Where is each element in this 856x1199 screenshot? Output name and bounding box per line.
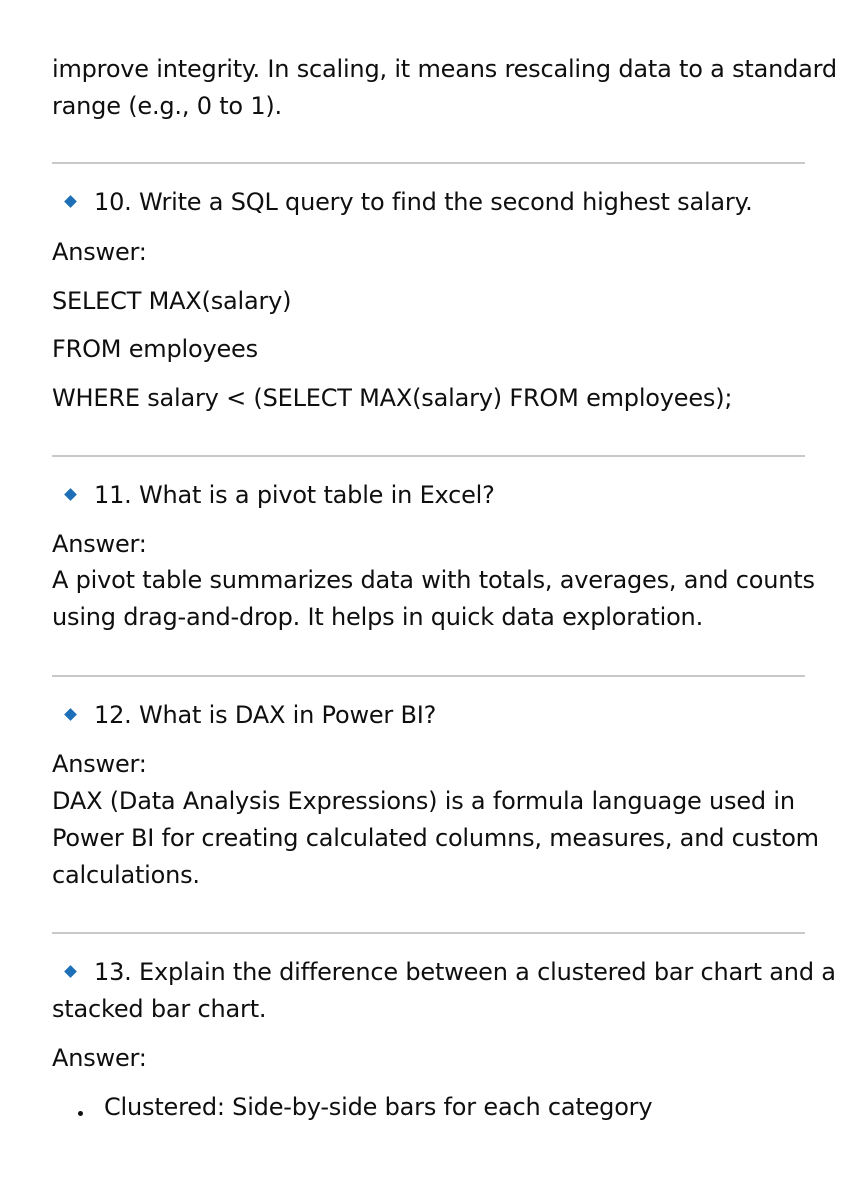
section-divider — [52, 675, 805, 677]
answer-12-line-1: DAX (Data Analysis Expressions) is a formula language used in — [52, 787, 795, 815]
section-divider — [52, 932, 805, 934]
answer-label-10: Answer: — [52, 238, 147, 266]
section-divider — [52, 455, 805, 457]
answer-12-line-3: calculations. — [52, 861, 200, 889]
code-line-1: SELECT MAX(salary) — [52, 287, 292, 315]
question-10: 10. Write a SQL query to find the second highest salary. — [94, 188, 753, 216]
code-line-2: FROM employees — [52, 335, 258, 363]
question-11: 11. What is a pivot table in Excel? — [94, 481, 495, 509]
diamond-bullet-icon — [64, 488, 77, 501]
section-divider — [52, 162, 805, 164]
intro-line-1: improve integrity. In scaling, it means rescaling data to a standard — [52, 55, 837, 83]
list-bullet-icon — [78, 1111, 83, 1116]
list-item: Clustered: Side-by-side bars for each category — [104, 1093, 653, 1121]
answer-11-line-1: A pivot table summarizes data with totals, averages, and counts — [52, 566, 815, 594]
answer-11-line-2: using drag-and-drop. It helps in quick data exploration. — [52, 603, 703, 631]
answer-label-11: Answer: — [52, 530, 147, 558]
question-13-line-1: 13. Explain the difference between a clustered bar chart and a — [94, 958, 836, 986]
answer-label-13: Answer: — [52, 1044, 147, 1072]
answer-label-12: Answer: — [52, 750, 147, 778]
question-13-line-2: stacked bar chart. — [52, 995, 267, 1023]
code-line-3: WHERE salary < (SELECT MAX(salary) FROM employees); — [52, 384, 733, 412]
answer-12-line-2: Power BI for creating calculated columns, measures, and custom — [52, 824, 819, 852]
diamond-bullet-icon — [64, 708, 77, 721]
diamond-bullet-icon — [64, 195, 77, 208]
diamond-bullet-icon — [64, 965, 77, 978]
intro-line-2: range (e.g., 0 to 1). — [52, 92, 282, 120]
question-12: 12. What is DAX in Power BI? — [94, 701, 437, 729]
